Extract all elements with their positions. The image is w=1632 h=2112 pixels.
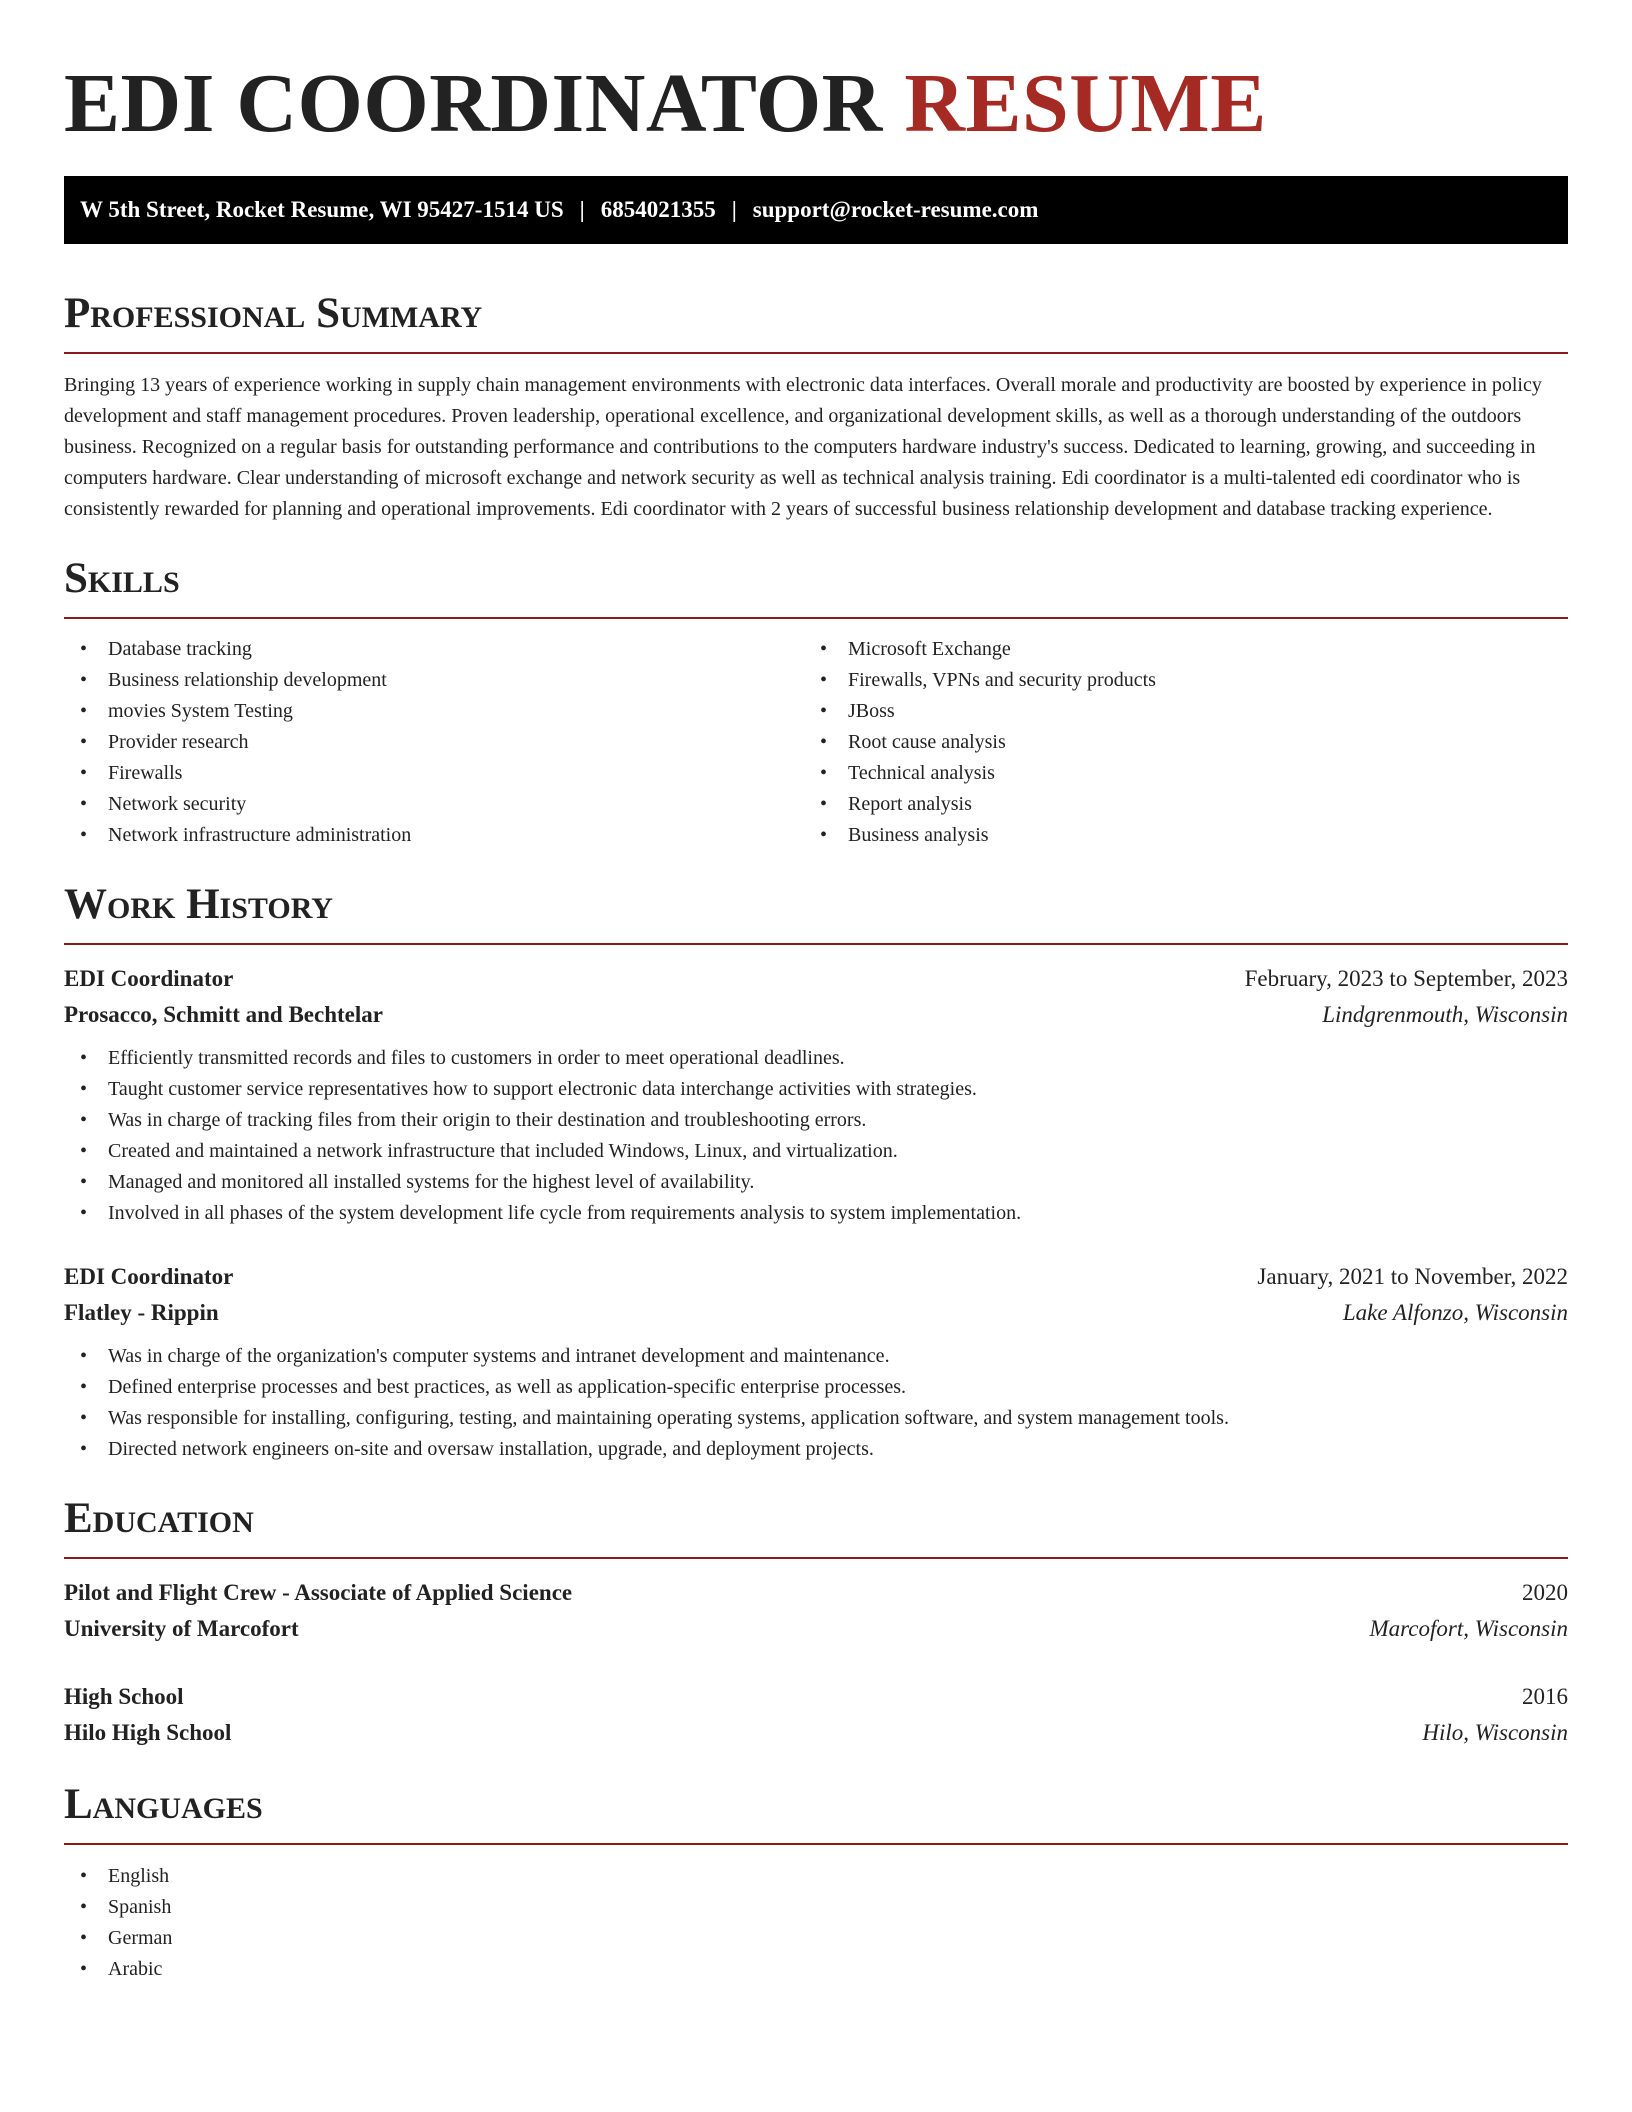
job-title: EDI Coordinator [64, 966, 234, 991]
section-divider [64, 1557, 1568, 1559]
section-divider [64, 1843, 1568, 1845]
resume-title [64, 0, 1568, 176]
language-item: • Arabic [64, 1954, 1568, 1985]
job-company-row [64, 997, 1568, 1033]
language-item: • English [64, 1861, 1568, 1892]
education-section [64, 1493, 1568, 1751]
section-heading-work-history: Work History [64, 881, 333, 928]
education-year: 2020 [1522, 1580, 1568, 1605]
education-school: Hilo High School [64, 1720, 232, 1745]
contact-phone[interactable]: 6854021355 [600, 197, 716, 222]
job-company: Flatley - Rippin [64, 1300, 219, 1325]
resume-page [64, 0, 1568, 1985]
job-bullet: • Created and maintained a network infrastructure that included Windows, Linux, and virtualization. [64, 1136, 1568, 1167]
section-divider [64, 617, 1568, 619]
languages-section [64, 1779, 1568, 1985]
education-year: 2016 [1522, 1684, 1568, 1709]
education-school-row [64, 1715, 1568, 1751]
job-dates: January, 2021 to November, 2022 [1257, 1264, 1568, 1289]
contact-bar [64, 176, 1568, 244]
languages-list [64, 1861, 1568, 1985]
skills-list-right [804, 634, 1544, 851]
job-bullet: • Was in charge of the organization's computer systems and intranet development and maintenance. [64, 1341, 1568, 1372]
job-company: Prosacco, Schmitt and Bechtelar [64, 1002, 383, 1027]
contact-separator: | [579, 197, 585, 222]
skill-item: • Business analysis [804, 820, 1544, 851]
job-company-row [64, 1295, 1568, 1331]
education-entry [64, 1575, 1568, 1647]
title-accent: RESUME [904, 57, 1267, 150]
contact-separator: | [731, 197, 737, 222]
language-item: • German [64, 1923, 1568, 1954]
skill-item: • Root cause analysis [804, 727, 1544, 758]
summary-text: Bringing 13 years of experience working in supply chain management environments with electronic data interfaces. Overall morale and productivity are boosted by experience in policy development and staff management procedures. Proven leadership, operational excellence, and organizational development skills, as well as a thorough understanding of the outdoors business. Recognized on a regular basis for outstanding performance and contributions to the computers hardware industry's success. Dedicated to learning, growing, and succeeding in computers hardware. Clear understanding of microsoft exchange and network security as well as technical analysis training. Edi coordinator is a multi-talented edi coordinator who is consistently rewarded for planning and operational improvements. Edi coordinator with 2 years of successful business relationship development and database tracking experience. [64, 374, 1542, 520]
job-location: Lake Alfonzo, Wisconsin [1342, 1300, 1568, 1325]
job-location: Lindgrenmouth, Wisconsin [1322, 1002, 1568, 1027]
job-bullets [64, 1043, 1568, 1229]
language-item: • Spanish [64, 1892, 1568, 1923]
section-heading-languages: Languages [64, 1781, 263, 1828]
skill-item: • Database tracking [64, 634, 804, 665]
job-header-row [64, 961, 1568, 997]
section-heading-summary: Professional Summary [64, 290, 483, 337]
job-bullet: • Efficiently transmitted records and files to customers in order to meet operational deadlines. [64, 1043, 1568, 1074]
job-bullet: • Was in charge of tracking files from their origin to their destination and troubleshooting errors. [64, 1105, 1568, 1136]
skill-item: • Report analysis [804, 789, 1544, 820]
section-divider [64, 943, 1568, 945]
job-bullet: • Defined enterprise processes and best practices, as well as application-specific enterprise processes. [64, 1372, 1568, 1403]
skills-section [64, 553, 1568, 851]
skill-item: • Network infrastructure administration [64, 820, 804, 851]
skill-item: • Firewalls, VPNs and security products [804, 665, 1544, 696]
skill-item: • Microsoft Exchange [804, 634, 1544, 665]
section-heading-skills: Skills [64, 555, 180, 602]
job-entry [64, 961, 1568, 1229]
education-header-row [64, 1679, 1568, 1715]
summary-section [64, 288, 1568, 525]
section-divider [64, 352, 1568, 354]
skill-item: • Network security [64, 789, 804, 820]
skill-item: • Business relationship development [64, 665, 804, 696]
skill-item: • Provider research [64, 727, 804, 758]
job-bullets [64, 1341, 1568, 1465]
education-school: University of Marcofort [64, 1616, 299, 1641]
skill-item: • JBoss [804, 696, 1544, 727]
education-location: Marcofort, Wisconsin [1369, 1616, 1568, 1641]
job-dates: February, 2023 to September, 2023 [1244, 966, 1568, 991]
education-header-row [64, 1575, 1568, 1611]
job-bullet: • Taught customer service representatives how to support electronic data interchange activities with strategies. [64, 1074, 1568, 1105]
skills-list-left [64, 634, 804, 851]
education-degree: Pilot and Flight Crew - Associate of Applied Science [64, 1580, 573, 1605]
education-degree: High School [64, 1684, 184, 1709]
title-main: EDI COORDINATOR [64, 57, 883, 150]
contact-email[interactable]: support@rocket-resume.com [752, 197, 1039, 222]
contact-address: W 5th Street, Rocket Resume, WI 95427-1514 US [80, 197, 564, 222]
education-entry [64, 1679, 1568, 1751]
skills-grid [64, 634, 1568, 851]
job-entry [64, 1259, 1568, 1465]
section-heading-education: Education [64, 1495, 254, 1542]
job-bullet: • Was responsible for installing, configuring, testing, and maintaining operating systems, application software, and system management tools. [64, 1403, 1568, 1434]
education-school-row [64, 1611, 1568, 1647]
skill-item: • Firewalls [64, 758, 804, 789]
skill-item: • Technical analysis [804, 758, 1544, 789]
skill-item: • movies System Testing [64, 696, 804, 727]
education-location: Hilo, Wisconsin [1422, 1720, 1568, 1745]
job-header-row [64, 1259, 1568, 1295]
job-bullet: • Involved in all phases of the system development life cycle from requirements analysis to system implementation. [64, 1198, 1568, 1229]
work-history-section [64, 879, 1568, 1465]
job-bullet: • Directed network engineers on-site and oversaw installation, upgrade, and deployment projects. [64, 1434, 1568, 1465]
job-bullet: • Managed and monitored all installed systems for the highest level of availability. [64, 1167, 1568, 1198]
job-title: EDI Coordinator [64, 1264, 234, 1289]
